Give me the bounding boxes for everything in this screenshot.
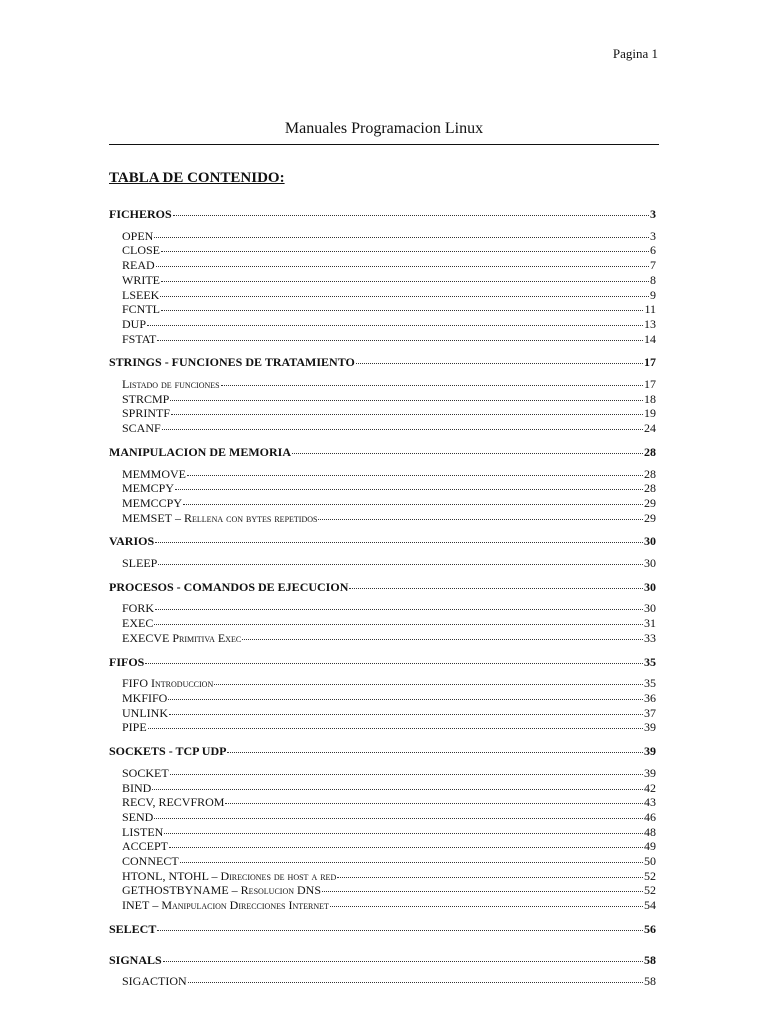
toc-section-heading-page: 28 [644,444,656,459]
toc-entry-label: SCANF [122,421,161,436]
toc-section-heading[interactable] [109,655,656,670]
toc-entry-page: 17 [644,377,656,392]
dot-leader [154,614,643,625]
dot-leader [214,674,643,685]
dot-leader [225,793,643,804]
toc-entry-page: 9 [650,287,656,302]
toc-entry-page: 29 [644,495,656,510]
toc-entry-page: 14 [644,331,656,346]
toc-entry-label: FIFO Introduccion [122,676,214,691]
toc-entry[interactable] [109,421,656,436]
toc-entry-label: MEMMOVE [122,466,187,481]
toc-section-heading[interactable] [109,534,656,549]
toc-section [109,534,656,579]
toc-section-heading-label: FICHEROS [109,207,172,221]
toc-entry-page: 36 [644,690,656,705]
dot-leader [155,599,643,610]
toc-section-heading[interactable] [109,744,656,759]
toc-section [109,207,656,355]
dot-leader [145,653,643,664]
toc-section-heading[interactable] [109,953,656,968]
toc-entry-page: 39 [644,720,656,735]
dot-leader [242,629,643,640]
toc-entry-page: 11 [644,302,656,317]
toc-entry-label: SOCKET [122,765,169,780]
toc-section [109,655,656,745]
toc-entry-page: 18 [644,391,656,406]
toc-section [109,922,656,953]
dot-leader [227,742,643,753]
dot-leader [183,494,643,505]
toc-entry-page: 19 [644,406,656,421]
toc-entry-label: INET – Manipulacion Direcciones Internet [122,898,329,913]
toc-entry[interactable] [109,332,656,347]
toc-entry-label: LSEEK [122,287,160,302]
toc-entry-label: SLEEP [122,556,158,571]
dot-leader [152,779,643,790]
toc-entry-page: 3 [650,228,656,243]
toc-entry-page: 54 [644,898,656,913]
toc-section-heading-page: 17 [644,355,656,370]
toc-section-heading[interactable] [109,207,656,222]
toc-section-heading-page: 35 [644,654,656,669]
dot-leader [171,404,643,415]
toc-entry-label: GETHOSTBYNAME – Resolucion DNS [122,883,322,898]
dot-leader [188,972,643,983]
toc-entry-label: SPRINTF [122,406,171,421]
dot-leader [160,286,649,297]
toc-entry-page: 8 [650,272,656,287]
toc-entry-label: STRCMP [122,391,170,406]
toc-entry-page: 24 [644,421,656,436]
dot-leader [148,718,643,729]
dot-leader [292,443,643,454]
dot-leader [157,920,643,931]
toc-section-heading-page: 58 [644,952,656,967]
toc-section-heading[interactable] [109,922,656,937]
toc-section-heading-page: 56 [644,921,656,936]
toc-section-heading-label: SOCKETS - TCP UDP [109,744,227,759]
toc-section-heading[interactable] [109,580,656,595]
toc-entry-page: 28 [644,481,656,496]
toc-entry[interactable] [109,974,656,989]
toc-entry-label: MEMSET – Rellena con bytes repetidos [122,510,318,525]
toc-section-heading-page: 30 [644,579,656,594]
page-number: Pagina 1 [612,46,658,61]
toc-entry-label: UNLINK [122,705,168,720]
toc-entry-page: 30 [644,601,656,616]
dot-leader [318,509,643,520]
toc-section [109,580,656,655]
toc-entry-page: 52 [644,868,656,883]
toc-entry-label: FCNTL [122,302,161,317]
table-of-contents [109,207,656,998]
toc-entry-page: 50 [644,854,656,869]
dot-leader [163,951,643,962]
toc-section-heading-page: 39 [644,744,656,759]
toc-entry-label: OPEN [122,228,154,243]
toc-entry-page: 6 [650,243,656,258]
dot-leader [155,532,643,543]
toc-section-heading-label: VARIOS [109,534,155,549]
dot-leader [147,315,643,326]
toc-entry-label: FSTAT [122,331,157,346]
document-title: Manuales Programacion Linux [109,120,659,145]
dot-leader [356,353,643,364]
toc-entry-label: READ [122,258,155,273]
dot-leader [161,300,643,311]
toc-entry-page: 13 [644,316,656,331]
toc-entry-label: BIND [122,780,152,795]
toc-entry-label: Listado de funciones [122,377,220,392]
toc-entry-label: DUP [122,316,147,331]
dot-leader [154,808,643,819]
toc-entry-label: CLOSE [122,243,161,258]
toc-entry-page: 30 [644,556,656,571]
toc-section-heading-label: PROCESOS - COMANDOS DE EJECUCION [109,579,349,594]
toc-entry-label: WRITE [122,272,160,287]
dot-leader [187,465,643,476]
toc-entry[interactable] [109,720,656,735]
toc-entry-label: MEMCPY [122,481,175,496]
toc-entry[interactable] [109,898,656,913]
toc-section [109,355,656,445]
toc-section [109,744,656,922]
toc-heading: TABLA DE CONTENIDO: [109,170,285,186]
toc-entry-page: 33 [644,630,656,645]
toc-entry[interactable] [109,511,656,526]
dot-leader [157,330,643,341]
toc-entry-label: FORK [122,601,155,616]
toc-entry-page: 43 [644,795,656,810]
toc-entry-page: 52 [644,883,656,898]
dot-leader [349,578,643,589]
toc-entry-label: MEMCCPY [122,495,183,510]
toc-entry-label: SIGACTION [122,974,187,989]
dot-leader [173,205,649,216]
toc-entry-label: CONNECT [122,854,179,869]
toc-entry-label: SEND [122,809,154,824]
toc-entry-label: PIPE [122,720,147,735]
toc-section-heading[interactable] [109,445,656,460]
toc-section-heading[interactable] [109,355,656,370]
toc-entry-page: 29 [644,510,656,525]
toc-entry-page: 37 [644,705,656,720]
dot-leader [337,867,643,878]
toc-section-heading-label: SIGNALS [109,952,162,967]
toc-entry[interactable] [109,631,656,646]
toc-entry-page: 48 [644,824,656,839]
toc-entry-label: EXEC [122,616,154,631]
toc-section-heading-page: 30 [644,534,656,549]
toc-entry-page: 39 [644,765,656,780]
toc-section [109,953,656,998]
dot-leader [169,704,643,715]
toc-entry-label: EXECVE Primitiva Exec [122,630,242,645]
dot-leader [156,256,649,267]
dot-leader [161,271,649,282]
toc-entry-page: 49 [644,839,656,854]
dot-leader [170,764,643,775]
dot-leader [168,689,643,700]
toc-section-heading-label: STRINGS - FUNCIONES DE TRATAMIENTO [109,355,355,370]
toc-section-heading-page: 3 [650,207,656,221]
dot-leader [162,419,643,430]
toc-entry-page: 28 [644,466,656,481]
dot-leader [221,375,643,386]
dot-leader [164,823,643,834]
dot-leader [169,837,643,848]
dot-leader [180,852,643,863]
toc-entry-label: HTONL, NTOHL – Direciones de host a red [122,868,337,883]
dot-leader [170,390,643,401]
dot-leader [161,241,649,252]
toc-entry-page: 42 [644,780,656,795]
dot-leader [158,554,643,565]
toc-entry-page: 35 [644,676,656,691]
toc-entry[interactable] [109,556,656,571]
toc-entry-label: RECV, RECVFROM [122,795,225,810]
dot-leader [322,881,643,892]
dot-leader [330,896,643,907]
toc-entry-label: ACCEPT [122,839,169,854]
toc-section-heading-label: MANIPULACION DE MEMORIA [109,444,291,459]
toc-entry-label: LISTEN [122,824,164,839]
toc-section-heading-label: FIFOS [109,654,145,669]
toc-entry-page: 58 [644,974,656,989]
toc-section [109,445,656,535]
toc-entry-page: 46 [644,809,656,824]
toc-entry-label: MKFIFO [122,690,168,705]
toc-section-heading-label: SELECT [109,921,157,936]
toc-entry-page: 31 [644,616,656,631]
dot-leader [175,479,643,490]
dot-leader [154,227,649,238]
toc-entry-page: 7 [650,258,656,273]
